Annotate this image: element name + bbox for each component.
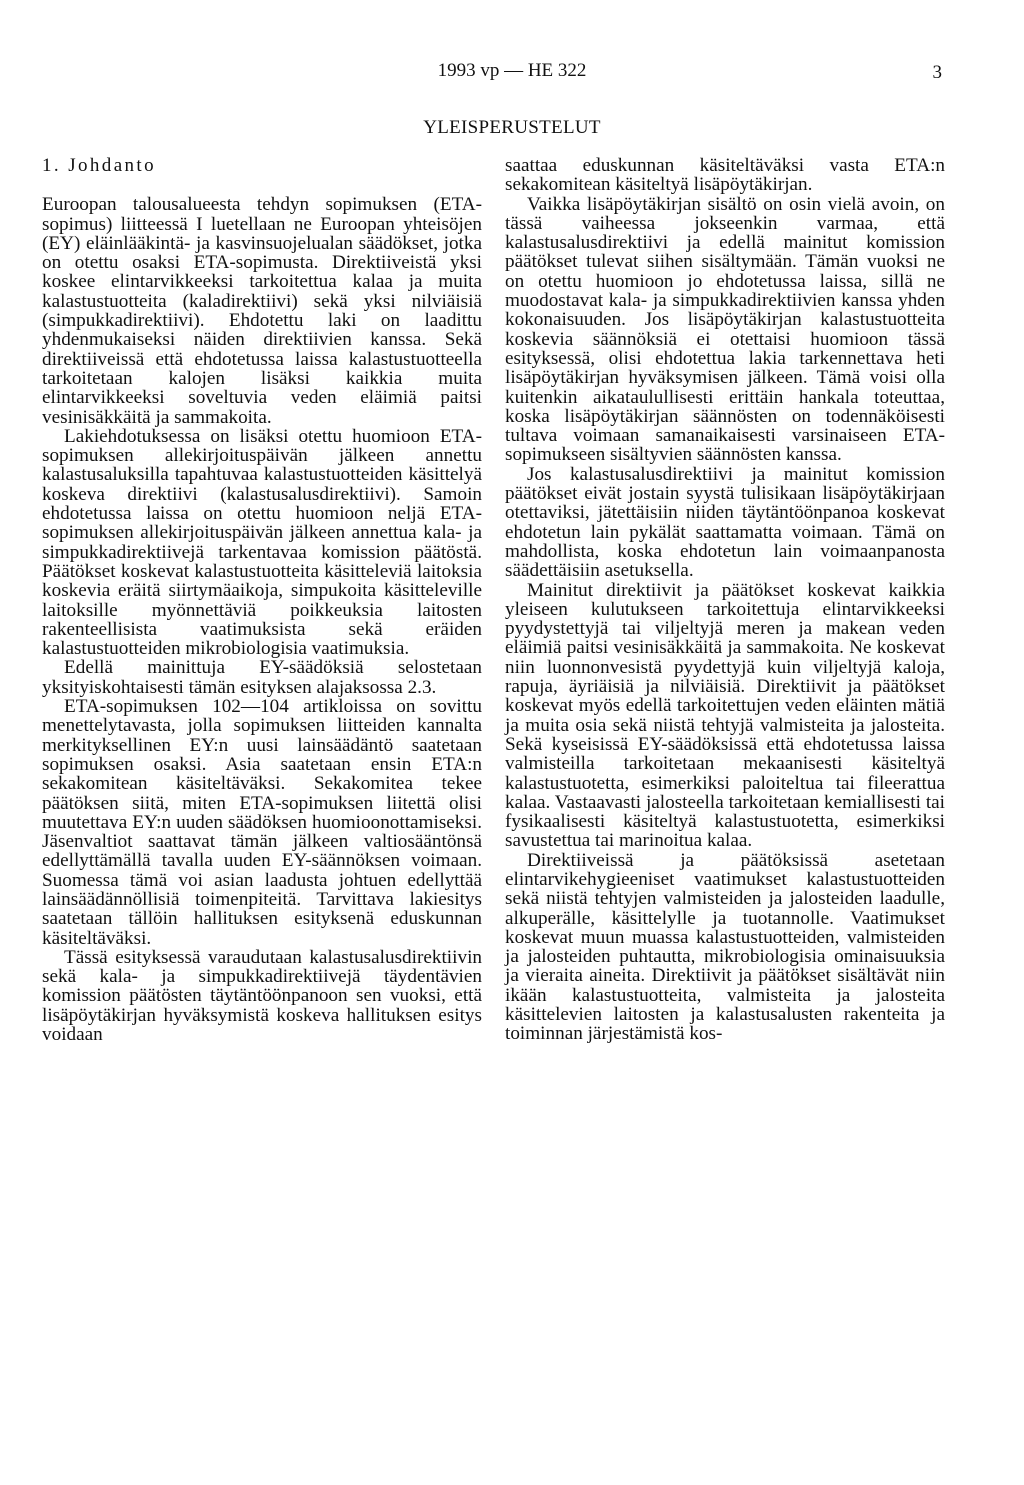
running-head: 1993 vp — HE 322: [437, 60, 587, 81]
page-number: 3: [932, 62, 942, 83]
left-column: [42, 156, 482, 1044]
paragraph: Tässä esityksessä varaudutaan kalastusalusdirektiivin sekä kala- ja simpukkadirektiivejä täydentävien komission päätösten täytäntöönpanoon sen vuoksi, että lisäpöytäkirjan hyväksymistä koskeva hallituksen esitys voidaan: [42, 946, 482, 1046]
paragraph: Euroopan talousalueesta tehdyn sopimuksen (ETA-sopimus) liitteessä I luetellaan ne Euroopan yhteisöjen (EY) eläinlääkintä- ja kasvinsuojelualan säädökset, jotka on otettu osaksi ETA-sopimusta. Direktiiveistä yksi koskee elintarvikkeeksi tarkoitettua kalaa ja muita kalastustuotteita (kaladirektiivi) sekä yksi nilviäisiä (simpukkadirektiivi). Ehdotettu laki on laadittu yhdenmukaiseksi näiden direktiivien kanssa. Sekä direktiiveissä että ehdotetussa laissa kalastustuotteella tarkoitetaan kalojen lisäksi kaikkia muita elintarvikkeeksi soveltuvia veden eläimiä paitsi vesinisäkkäitä ja sammakoita.: [42, 194, 482, 428]
page-header: [0, 52, 1024, 82]
paragraph: Edellä mainittuja EY-säädöksiä selostetaan yksityiskohtaisesti tämän esityksen alajaksossa 2.3.: [42, 657, 482, 698]
chapter-heading: 1. Johdanto: [42, 155, 157, 176]
paragraph: Lakiehdotuksessa on lisäksi otettu huomioon ETA-sopimuksen allekirjoituspäivän jälkeen annettu kalastusaluksilla tapahtuvaa kalastustuotteiden käsittelyä koskeva direktiivi (kalastusalusdirektiivi). Samoin ehdotetussa laissa on otettu huomioon neljä ETA-sopimuksen allekirjoituspäivän jälkeen annettua kala- ja simpukkadirektiivejä tarkentavaa komission päätöstä. Päätökset koskevat kalastustuotteita käsitteleviä laitoksia koskevia eräitä siirtymäaikoja, simpukoita käsitteleville laitoksille myönnettäviä poikkeuksia laitosten rakenteellisista vaatimuksista sekä eräiden kalastustuotteiden mikrobiologisia vaatimuksia.: [42, 425, 482, 660]
section-title: YLEISPERUSTELUT: [423, 117, 601, 138]
right-column: [505, 156, 945, 1044]
paragraph: Vaikka lisäpöytäkirjan sisältö on osin vielä avoin, on tässä vaiheessa jokseenkin varmaa, että kalastusalusdirektiivi ja edellä mainitut komission päätökset tulevat siihen sisältymään. Tämän vuoksi ne on otettu huomioon jo ehdotetussa laissa, sillä ne muodostavat kala- ja simpukkadirektiivien kanssa yhden kokonaisuuden. Jos lisäpöytäkirjan kalastustuotteita koskevia säännöksiä ei otettaisi huomioon tässä esityksessä, olisi ehdotettua lakia tarkennettava heti lisäpöytäkirjan hyväksymisen jälkeen. Tämä voisi olla kuitenkin aikataulullisesti erittäin hankala toteuttaa, koska lisäpöytäkirjan säännösten on todennäköisesti tultava voimaan samanaikaisesti varsinaiseen ETA-sopimukseen sisältyvien säännösten kanssa.: [505, 193, 945, 466]
paragraph: ETA-sopimuksen 102—104 artikloissa on sovittu menettelytavasta, jolla sopimuksen liitteiden kannalta merkityksellinen EY:n uusi lainsäädäntö saatetaan sopimuksen osaksi. Asia saatetaan ensin ETA:n sekakomitean käsiteltäväksi. Sekakomitea tekee päätöksen siitä, miten ETA-sopimuksen liitettä olisi muutettava EY:n uuden säädöksen huomioonottamiseksi. Jäsenvaltiot saattavat tämän jälkeen valtiosääntönsä edellyttämällä tavalla uuden EY-säännöksen voimaan. Suomessa tämä voi asian laadusta johtuen edellyttää lainsäädännöllisiä toimenpiteitä. Tarvittava lakiesitys saatetaan tällöin hallituksen esityksenä eduskunnan käsiteltäväksi.: [42, 696, 482, 949]
paragraph: Jos kalastusalusdirektiivi ja mainitut komission päätökset eivät jostain syystä tulisikaan lisäpöytäkirjaan otettaviksi, jätettäisiin niiden täytäntöönpanoa koskevat ehdotetun lain pykälät saattamatta voimaan. Tämä on mahdollista, koska ehdotetun lain voimaanpanosta säädettäisiin asetuksella.: [505, 463, 945, 582]
paragraph: Direktiiveissä ja päätöksissä asetetaan elintarvikehygieeniset vaatimukset kalastustuotteiden sekä niistä tehtyjen valmisteiden ja jalosteiden laadulle, alkuperälle, käsittelylle ja tuotannolle. Vaatimukset koskevat muun muassa kalastustuotteiden, valmisteiden ja jalosteiden puhtautta, mikrobiologisia ominaisuuksia ja vieraita aineita. Direktiivit ja päätökset sisältävät niin ikään kalastustuotteita, valmisteita ja jalosteita käsittelevien laitosten ja kalastusalusten rakenteita ja toiminnan järjestämistä kos-: [505, 849, 945, 1045]
paragraph: Mainitut direktiivit ja päätökset koskevat kaikkia yleiseen kulutukseen tarkoitettuja elintarvikkeeksi pyydystettyjä tai viljeltyjä meren ja makean veden eläimiä paitsi vesinisäkkäitä ja sammakoita. Ne koskevat niin luonnonvesistä pyydettyjä kuin viljeltyjä kaloja, rapuja, äyriäisiä ja nilviäisiä. Direktiivit ja päätökset koskevat myös edellä tarkoitettujen veden eläinten mätiä ja muita osia sekä niistä tehtyjä valmisteita ja jalosteita. Sekä kyseisissä EY-säädöksissä että ehdotetussa laissa valmisteilla tarkoitetaan mekaanisesti käsiteltyä kalastustuotetta, esimerkiksi paloiteltua tai fileerattua kalaa. Vastaavasti jalosteella tarkoitetaan kemiallisesti tai fysikaalisesti käsiteltyä kalastustuotetta, esimerkiksi savustettua tai marinoitua kalaa.: [505, 579, 945, 852]
paragraph: saattaa eduskunnan käsiteltäväksi vasta ETA:n sekakomitean käsiteltyä lisäpöytäkirjan.: [505, 155, 945, 196]
